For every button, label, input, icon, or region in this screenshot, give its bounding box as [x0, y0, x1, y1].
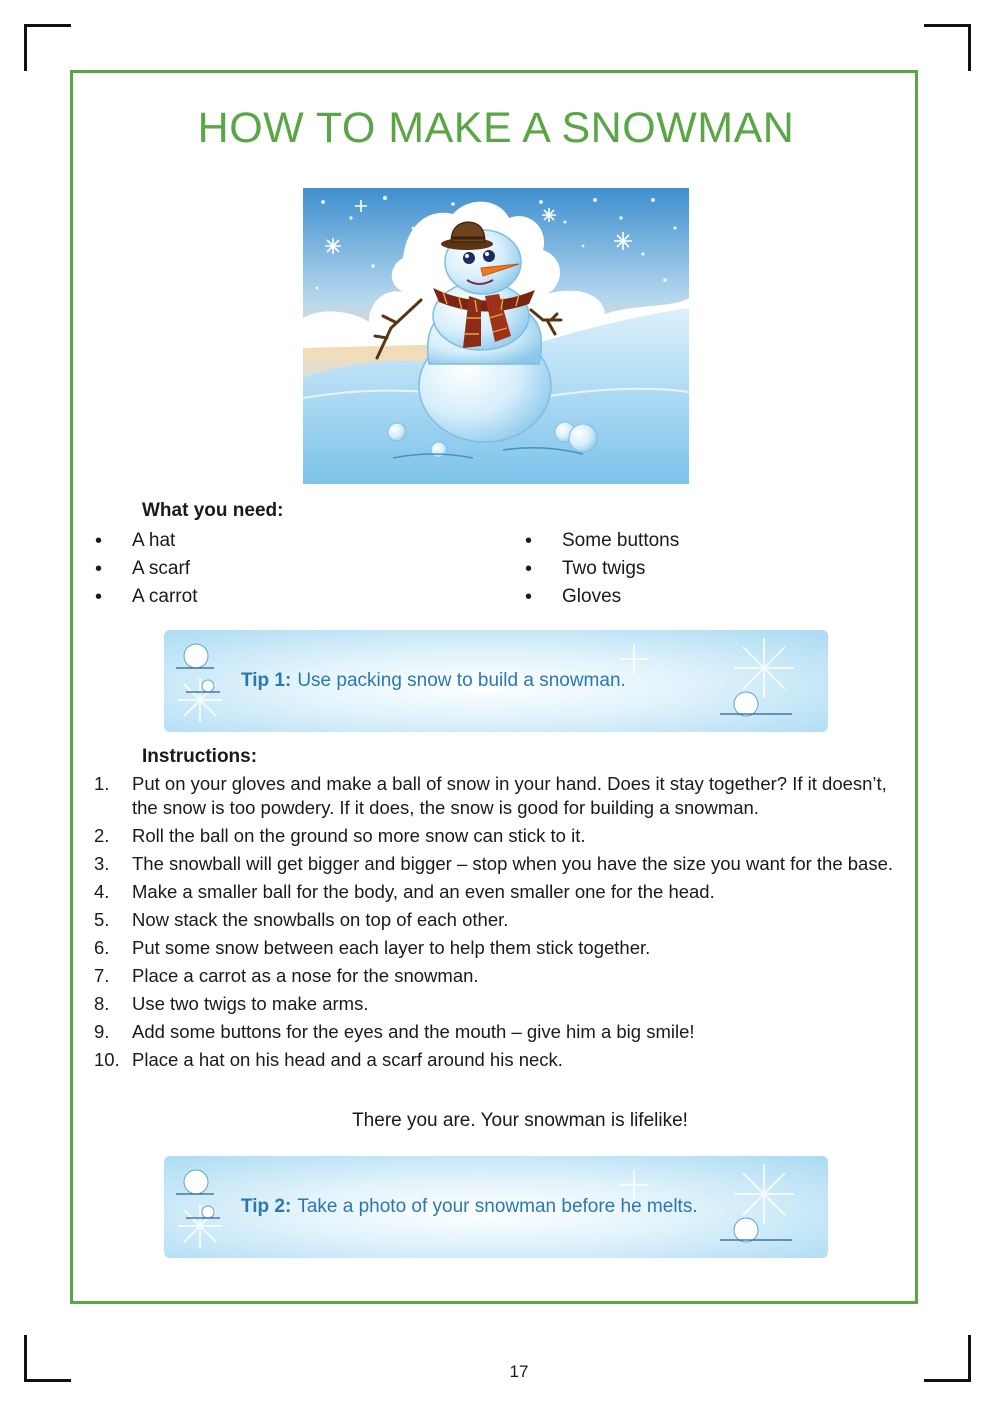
tip-1-text	[241, 630, 626, 732]
tip-1-label: Tip 1:	[241, 670, 292, 691]
instruction-step: 6. Put some snow between each layer to help them stick together.	[94, 937, 651, 958]
instruction-step: 3. The snowball will get bigger and bigger – stop when you have the size you want for the base.	[94, 853, 894, 874]
tip-2-label: Tip 2:	[241, 1196, 292, 1217]
list-item: • A carrot	[95, 583, 197, 611]
list-item: • A scarf	[95, 555, 197, 583]
instruction-step: 1. Put on your gloves and make a ball of snow in your hand. Does it stay together? If it doesn’t, the snow is too powdery. If it does, the snow is good for building a snowman.	[94, 773, 887, 818]
instructions-heading: Instructions:	[142, 746, 258, 767]
list-item: • Two twigs	[525, 555, 679, 583]
needs-list-left	[95, 527, 197, 611]
list-item: • A hat	[95, 527, 197, 555]
instruction-step: 2. Roll the ball on the ground so more snow can stick to it.	[94, 825, 586, 846]
instructions-list	[94, 772, 894, 1076]
page-number: 17	[509, 1362, 529, 1381]
tip-2-body: Take a photo of your snowman before he melts.	[297, 1196, 698, 1217]
tip-box-2	[164, 1156, 828, 1258]
instruction-step: 8. Use two twigs to make arms.	[94, 993, 369, 1014]
tip-2-text	[241, 1156, 698, 1258]
needs-heading: What you need:	[142, 500, 284, 521]
closing-line: There you are. Your snowman is lifelike!	[352, 1110, 688, 1131]
list-item: • Some buttons	[525, 527, 679, 555]
crop-mark-top-left	[24, 24, 71, 71]
page-title: HOW TO MAKE A SNOWMAN	[197, 104, 795, 152]
crop-mark-top-right	[924, 24, 971, 71]
instruction-step: 10. Place a hat on his head and a scarf around his neck.	[94, 1049, 563, 1070]
needs-list-right	[525, 527, 679, 611]
instruction-step: 9. Add some buttons for the eyes and the mouth – give him a big smile!	[94, 1021, 695, 1042]
instruction-step: 4. Make a smaller ball for the body, and an even smaller one for the head.	[94, 881, 715, 902]
tip-1-body: Use packing snow to build a snowman.	[297, 670, 626, 691]
instruction-step: 7. Place a carrot as a nose for the snowman.	[94, 965, 479, 986]
snowman-illustration	[303, 188, 689, 484]
list-item: • Gloves	[525, 583, 679, 611]
instruction-step: 5. Now stack the snowballs on top of each other.	[94, 909, 509, 930]
tip-box-1	[164, 630, 828, 732]
